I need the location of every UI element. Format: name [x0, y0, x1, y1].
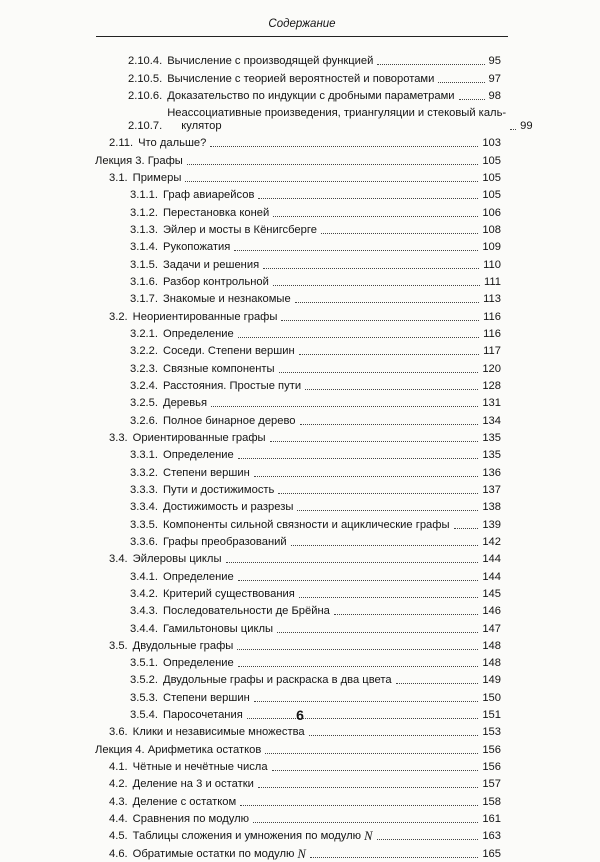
toc-entry-number: 3.4.3.	[130, 605, 158, 618]
toc-entry-title: Клики и независимые множества	[132, 726, 305, 739]
dot-leader	[459, 98, 485, 100]
toc-entry-page: 110	[483, 258, 501, 271]
toc-entry-page: 145	[482, 587, 501, 600]
toc-entry-number: 4.3.	[109, 795, 128, 808]
toc-entry-number: 3.6.	[109, 726, 128, 739]
toc-entry-number: 3.2.1.	[130, 327, 158, 340]
toc-entry[interactable]	[130, 186, 501, 203]
toc-entry[interactable]	[109, 810, 501, 827]
toc-entry-page: 144	[482, 570, 501, 583]
toc-entry-title: Ориентированные графы	[132, 431, 266, 444]
toc-entry-title: Деление с остатком	[132, 795, 237, 808]
toc-entry-title: Доказательство по индукции с дробными параметрами	[167, 89, 455, 102]
toc-entry-page: 165	[482, 847, 501, 860]
toc-entry[interactable]	[128, 69, 501, 86]
toc-entry-number: 3.3.3.	[130, 483, 158, 496]
toc-entry-number: 4.1.	[109, 761, 128, 774]
toc-entry-page: 139	[482, 518, 501, 531]
dot-leader	[185, 180, 478, 182]
toc-entry-title: Деление на 3 и остатки	[132, 778, 254, 791]
dot-leader	[510, 128, 516, 130]
toc-entry-page: 156	[482, 761, 501, 774]
toc-entry-number: 3.1.5.	[130, 258, 158, 271]
dot-leader	[281, 319, 479, 321]
toc-entry-number: 2.10.6.	[128, 89, 163, 102]
toc-entry-number: 3.2.2.	[130, 345, 158, 358]
dot-leader	[265, 752, 478, 754]
toc-entry-title: Степени вершин	[163, 466, 250, 479]
toc-entry-page: 148	[482, 657, 501, 670]
header-rule	[96, 36, 508, 37]
toc-entry-title: Соседи. Степени вершин	[163, 345, 295, 358]
toc-entry[interactable]	[130, 394, 501, 411]
dot-leader	[377, 838, 479, 840]
toc-entry[interactable]	[130, 533, 501, 550]
toc-entry[interactable]	[130, 463, 501, 480]
toc-entry-page: 111	[483, 275, 501, 288]
toc-entry[interactable]	[109, 637, 501, 654]
toc-entry-page: 146	[482, 605, 501, 618]
toc-entry-page: 163	[482, 830, 501, 843]
toc-entry-page: 113	[483, 293, 501, 306]
toc-entry-title: Определение	[163, 449, 234, 462]
toc-entry-page: 137	[482, 483, 501, 496]
toc-entry-title: Разбор контрольной	[163, 275, 269, 288]
toc-entry[interactable]	[130, 342, 501, 359]
toc-entry-page: 131	[482, 397, 501, 410]
toc-entry-number: 4.6.	[109, 847, 128, 860]
toc-entry-title: Достижимость и разрезы	[163, 501, 294, 514]
toc-entry-number: 3.3.	[109, 431, 128, 444]
toc-entry-number: 3.1.	[109, 171, 128, 184]
toc-entry[interactable]	[109, 758, 501, 775]
toc-entry-number: 2.10.5.	[128, 72, 163, 85]
dot-leader	[321, 232, 478, 234]
running-header: Содержание	[268, 18, 336, 30]
dot-leader	[299, 596, 479, 598]
toc-entry-title: Связные компоненты	[163, 362, 275, 375]
dot-leader	[291, 544, 479, 546]
toc-entry-title: Определение	[163, 327, 234, 340]
dot-leader	[277, 631, 478, 633]
toc-entry[interactable]	[130, 671, 501, 688]
toc-entry[interactable]	[109, 134, 501, 151]
toc-entry-page: 117	[483, 345, 501, 358]
table-of-contents	[0, 52, 600, 862]
dot-leader	[273, 284, 480, 286]
toc-entry-title: Перестановка коней	[163, 206, 270, 219]
dot-leader	[238, 579, 479, 581]
toc-entry[interactable]	[128, 87, 501, 104]
dot-leader	[263, 267, 479, 269]
toc-entry-title: Эйлер и мосты в Кёнигсберге	[163, 223, 317, 236]
toc-entry-page: 135	[482, 431, 501, 444]
toc-entry-page: 97	[488, 72, 501, 85]
toc-entry[interactable]	[130, 377, 501, 394]
toc-entry-title: Двудольные графы и раскраска в два цвета	[163, 674, 392, 687]
toc-entry-title: Эйлеровы циклы	[132, 553, 222, 566]
toc-entry-number: 3.2.6.	[130, 414, 158, 427]
toc-entry-number: 3.5.	[109, 639, 128, 652]
toc-entry-page: 120	[482, 362, 501, 375]
toc-entry-title: Гамильтоновы циклы	[163, 622, 274, 635]
toc-entry-page: 103	[482, 137, 501, 150]
toc-entry-page: 116	[483, 310, 501, 323]
toc-entry[interactable]	[109, 307, 501, 324]
toc-entry[interactable]	[128, 104, 533, 134]
toc-entry-title: Полное бинарное дерево	[163, 414, 296, 427]
toc-entry-number: 2.10.7.	[128, 119, 163, 132]
toc-entry-title: Деревья	[163, 397, 208, 410]
toc-entry[interactable]	[95, 151, 501, 168]
toc-entry-number: 3.2.3.	[130, 362, 158, 375]
toc-entry-title: Знакомые и незнакомые	[163, 293, 291, 306]
dot-leader	[396, 682, 479, 684]
toc-entry[interactable]	[130, 273, 501, 290]
toc-entry[interactable]	[130, 446, 501, 463]
dot-leader	[297, 509, 478, 511]
toc-entry-title: Вычисление с теорией вероятностей и поворотами	[167, 72, 435, 85]
toc-entry-number: 3.1.6.	[130, 275, 158, 288]
dot-leader	[300, 423, 479, 425]
toc-entry-title: Сравнения по модулю	[132, 813, 249, 826]
toc-entry-page: 136	[482, 466, 501, 479]
toc-entry-title: Обратимые остатки по модулю	[132, 847, 295, 860]
dot-leader	[272, 769, 479, 771]
toc-entry-page: 116	[483, 327, 501, 340]
dot-leader	[238, 665, 479, 667]
toc-entry-title: Неориентированные графы	[132, 310, 278, 323]
toc-entry[interactable]	[109, 844, 501, 861]
toc-entry[interactable]	[130, 498, 501, 515]
toc-entry[interactable]	[109, 169, 501, 186]
toc-entry-number: 3.2.5.	[130, 397, 158, 410]
toc-entry-page: 108	[482, 223, 501, 236]
toc-entry-page: 158	[482, 795, 501, 808]
dot-leader	[309, 734, 479, 736]
toc-entry-page: 151	[482, 709, 501, 722]
toc-entry-number: 3.1.2.	[130, 206, 158, 219]
toc-entry-number: 3.4.1.	[130, 570, 158, 583]
dot-leader	[254, 700, 479, 702]
toc-entry-number: 2.11.	[109, 137, 134, 150]
toc-entry[interactable]	[130, 602, 501, 619]
toc-entry-number: 3.3.5.	[130, 518, 158, 531]
dot-leader	[270, 440, 479, 442]
toc-entry-page: 150	[482, 691, 501, 704]
dot-leader	[438, 81, 484, 83]
dot-leader	[279, 371, 479, 373]
toc-entry-number: 3.3.6.	[130, 535, 158, 548]
dot-leader	[377, 63, 484, 65]
toc-entry-page: 149	[482, 674, 501, 687]
toc-entry-title: Двудольные графы	[132, 639, 234, 652]
toc-entry-title: Рукопожатия	[163, 241, 231, 254]
toc-entry-title: Компоненты сильной связности и ациклические графы	[163, 518, 450, 531]
toc-entry-page: 128	[482, 379, 501, 392]
toc-entry[interactable]	[130, 481, 501, 498]
toc-entry[interactable]	[130, 619, 501, 636]
toc-entry[interactable]	[130, 238, 501, 255]
toc-entry-title: Чётные и нечётные числа	[132, 761, 268, 774]
toc-entry-page: 161	[482, 813, 501, 826]
toc-entry-title: Граф авиарейсов	[163, 189, 255, 202]
toc-entry-number: 4.4.	[109, 813, 128, 826]
dot-leader	[305, 388, 478, 390]
dot-leader	[210, 145, 478, 147]
toc-entry[interactable]	[130, 255, 501, 272]
toc-entry[interactable]	[109, 723, 501, 740]
toc-entry-number: 3.3.4.	[130, 501, 158, 514]
dot-leader	[295, 301, 479, 303]
toc-entry-title: Примеры	[132, 171, 182, 184]
toc-entry[interactable]	[130, 325, 501, 342]
dot-leader	[334, 613, 478, 615]
toc-entry-page: 99	[520, 119, 533, 132]
toc-entry[interactable]	[130, 411, 501, 428]
dot-leader	[310, 856, 478, 858]
toc-entry-number: 3.2.4.	[130, 379, 158, 392]
toc-entry-page: 105	[482, 171, 501, 184]
toc-entry-number: 3.5.4.	[130, 709, 158, 722]
toc-entry-page: 95	[488, 55, 501, 68]
toc-entry-title: Пути и достижимость	[163, 483, 275, 496]
toc-entry-number: 3.1.1.	[130, 189, 158, 202]
toc-entry-page: 148	[482, 639, 501, 652]
toc-entry-number: 3.5.3.	[130, 691, 158, 704]
dot-leader	[258, 197, 478, 199]
toc-entry[interactable]	[95, 740, 501, 757]
page-number: 6	[296, 707, 304, 723]
toc-entry-title: Неассоциативные произведения, триангуляции и стековый каль-	[167, 106, 507, 119]
toc-entry-number: 3.1.4.	[130, 241, 158, 254]
toc-entry[interactable]	[109, 429, 501, 446]
toc-entry-page: 134	[482, 414, 501, 427]
toc-entry-title-block	[167, 107, 506, 133]
toc-entry-number: 3.4.2.	[130, 587, 158, 600]
toc-entry[interactable]	[128, 52, 501, 69]
toc-entry-page: 109	[482, 241, 501, 254]
toc-entry[interactable]	[109, 827, 501, 844]
toc-entry-title: Степени вершин	[163, 691, 250, 704]
toc-entry-title: Определение	[163, 657, 234, 670]
toc-entry-title: Лекция 3. Графы	[95, 154, 183, 167]
toc-entry-math-symbol: N	[364, 829, 373, 844]
toc-entry-title: Критерий существования	[163, 587, 295, 600]
toc-entry-page: 157	[482, 778, 501, 791]
toc-entry[interactable]	[130, 221, 501, 238]
toc-entry[interactable]	[109, 792, 501, 809]
toc-entry[interactable]	[130, 688, 501, 705]
toc-entry[interactable]	[130, 203, 501, 220]
dot-leader	[240, 804, 478, 806]
toc-entry[interactable]	[130, 654, 501, 671]
toc-entry-number: 3.1.7.	[130, 293, 158, 306]
toc-entry-number: 3.4.	[109, 553, 128, 566]
toc-entry[interactable]	[130, 359, 501, 376]
toc-entry-title: Что дальше?	[138, 137, 207, 150]
dot-leader	[273, 215, 478, 217]
toc-entry[interactable]	[109, 775, 501, 792]
toc-entry-number: 3.3.1.	[130, 449, 158, 462]
toc-entry-page: 142	[482, 535, 501, 548]
toc-entry-title: Таблицы сложения и умножения по модулю	[132, 830, 362, 843]
toc-entry-page: 98	[488, 89, 501, 102]
dot-leader	[237, 648, 478, 650]
dot-leader	[278, 492, 478, 494]
toc-entry[interactable]	[109, 550, 501, 567]
toc-entry-title: Паросочетания	[163, 709, 243, 722]
dot-leader	[253, 821, 478, 823]
toc-entry-title: Расстояния. Простые пути	[163, 379, 302, 392]
toc-entry-title: Задачи и решения	[163, 258, 260, 271]
toc-entry-page: 105	[482, 154, 501, 167]
toc-entry-title: Последовательности де Брёйна	[163, 605, 330, 618]
toc-entry-title: Вычисление с производящей функцией	[167, 55, 374, 68]
toc-entry-number: 4.5.	[109, 830, 128, 843]
dot-leader	[187, 163, 478, 165]
toc-entry-page: 138	[482, 501, 501, 514]
toc-entry[interactable]	[130, 567, 501, 584]
toc-entry[interactable]	[130, 290, 501, 307]
dot-leader	[238, 336, 479, 338]
toc-entry-math-symbol: N	[297, 846, 306, 861]
toc-entry-page: 106	[482, 206, 501, 219]
toc-entry-number: 3.1.3.	[130, 223, 158, 236]
toc-entry-number: 3.3.2.	[130, 466, 158, 479]
toc-entry[interactable]	[130, 585, 501, 602]
toc-entry[interactable]	[130, 515, 501, 532]
toc-entry-number: 3.4.4.	[130, 622, 158, 635]
toc-entry-number: 3.5.2.	[130, 674, 158, 687]
dot-leader	[299, 353, 480, 355]
toc-entry-page: 135	[482, 449, 501, 462]
toc-entry-number: 3.2.	[109, 310, 128, 323]
toc-entry-page: 105	[482, 189, 501, 202]
toc-entry-title-continuation: кулятор	[181, 119, 222, 132]
toc-entry-number: 2.10.4.	[128, 55, 163, 68]
toc-entry-page: 144	[482, 553, 501, 566]
toc-entry-page: 147	[482, 622, 501, 635]
dot-leader	[238, 457, 479, 459]
toc-entry-number: 3.5.1.	[130, 657, 158, 670]
toc-entry-title: Лекция 4. Арифметика остатков	[95, 743, 262, 756]
dot-leader	[258, 786, 478, 788]
toc-entry-page: 156	[482, 743, 501, 756]
dot-leader	[226, 561, 479, 563]
toc-entry-title: Графы преобразований	[163, 535, 287, 548]
dot-leader	[211, 405, 478, 407]
toc-entry-page: 153	[482, 726, 501, 739]
dot-leader	[254, 475, 479, 477]
dot-leader	[234, 249, 478, 251]
toc-entry-number: 4.2.	[109, 778, 128, 791]
dot-leader	[454, 527, 479, 529]
toc-entry-title: Определение	[163, 570, 234, 583]
